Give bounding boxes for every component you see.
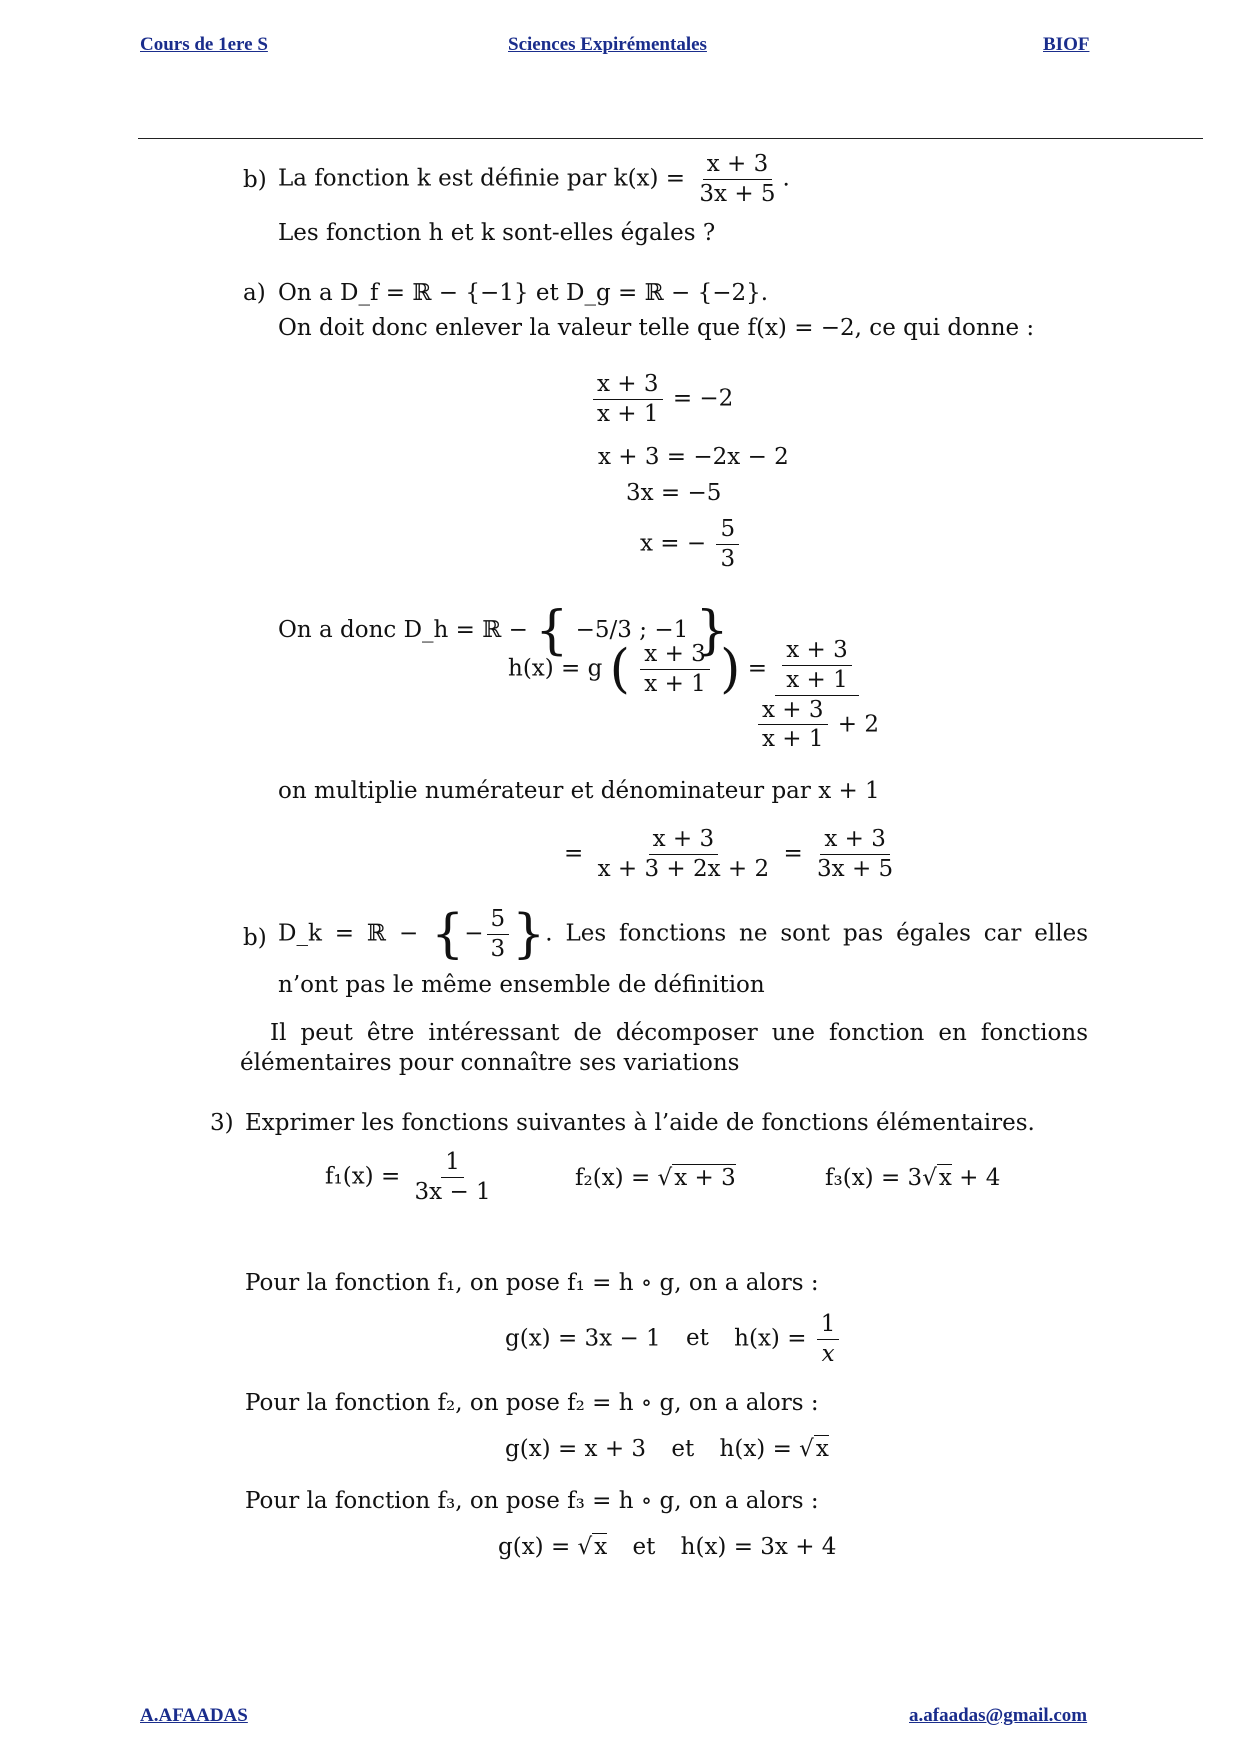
eq1-numerator: x + 3 [593, 370, 663, 400]
footer-email[interactable]: a.afaadas@gmail.com [909, 1705, 1088, 1726]
question-b-question: Les fonction h et k sont-elles égales ? [278, 220, 716, 246]
h-def-lhs: h(x) = g [508, 655, 603, 682]
f3-intro: Pour la fonction f₃, on pose f₃ = h ∘ g, on a alors : [245, 1488, 819, 1514]
f1-decomposition: g(x) = 3x − 1 et h(x) = $\frac{1}{x}$ [505, 1310, 842, 1369]
h-definition: h(x) = g ( $\frac{x + 3}{x + 1}$ ) = [508, 639, 767, 700]
answer-b-domain: D_k = ℝ − [278, 920, 419, 947]
answer-b-conclusion: . Les fonctions ne sont pas égales car elles n’ont pas le même ensemble de définition [278, 920, 1089, 998]
header-rule [138, 138, 1203, 139]
answer-a-line1: On a D_f = ℝ − {−1} et D_g = ℝ − {−2}. [278, 280, 769, 306]
f2-definition: f₂(x) = √x + 3 [575, 1165, 736, 1191]
final-den-2: 3x + 5 [817, 855, 894, 882]
header-course[interactable]: Cours de 1ere S [140, 34, 268, 55]
final-equation: = $\frac{x + 3}{x + 3 + 2x + 2}$ = $\frac{x + 3}{3x + 5}$ [564, 825, 900, 884]
header-biof[interactable]: BIOF [1043, 34, 1090, 55]
equation-3: 3x = −5 [626, 480, 722, 506]
f1-intro: Pour la fonction f₁, on pose f₁ = h ∘ g, on a alors : [245, 1270, 819, 1296]
question-3-text: Exprimer les fonctions suivantes à l’aide de fonctions élémentaires. [245, 1110, 1035, 1136]
equation-1 [590, 370, 733, 429]
answer-b-text: D_k = ℝ − {− $\frac{5}{3}$ }. Les fonctions ne sont pas égales car elles n’ont pas le même ensemble de définition [278, 904, 1089, 998]
eq1-denominator: x + 1 [597, 400, 659, 427]
domain-h-text: On a donc D_h = ℝ − [278, 617, 528, 643]
question-b-text: La fonction k est définie par k(x) = [278, 165, 686, 192]
header-subject[interactable]: Sciences Expirémentales [508, 34, 707, 55]
f2-intro: Pour la fonction f₂, on pose f₂ = h ∘ g, on a alors : [245, 1390, 819, 1416]
f3-definition: f₃(x) = 3√x + 4 [825, 1165, 1001, 1191]
question-3-label: 3) [210, 1110, 234, 1136]
f1-definition: f₁(x) = $\frac{1}{3x - 1}$ [325, 1148, 498, 1207]
domain-h: On a donc D_h = ℝ − { −5/3 ; −1 } [278, 601, 729, 661]
final-num-2: x + 3 [820, 825, 890, 855]
f3-decomposition: g(x) = √x et h(x) = 3x + 4 [498, 1534, 837, 1560]
f1-numerator: 1 [441, 1148, 464, 1178]
f3-radicand: x [938, 1165, 952, 1191]
h-compound-fraction: $\frac{x + 3}{x + 1}$ $\frac{x + 3}{x + 1}$ + 2 [748, 636, 886, 754]
eq4-lhs: x = − [640, 530, 707, 557]
question-b-statement: La fonction k est définie par k(x) = $\frac{x + 3}{3x + 5}$ . [278, 151, 790, 207]
f2-radicand: x + 3 [674, 1165, 736, 1191]
answer-a-label: a) [243, 280, 266, 306]
final-den-1: x + 3 + 2x + 2 [597, 855, 770, 882]
eq4-denominator: 3 [720, 545, 736, 572]
k-denominator: 3x + 5 [699, 180, 776, 207]
answer-a-line2: On doit donc enlever la valeur telle que f(x) = −2, ce qui donne : [278, 315, 1035, 341]
k-numerator: x + 3 [703, 150, 773, 180]
f1-denominator: 3x − 1 [414, 1178, 491, 1205]
equation-2: x + 3 = −2x − 2 [598, 444, 789, 470]
eq4-numerator: 5 [716, 515, 739, 545]
footer-author[interactable]: A.AFAADAS [140, 1705, 248, 1726]
f2-decomposition: g(x) = x + 3 et h(x) = √x [505, 1436, 829, 1462]
remark-paragraph: Il peut être intéressant de décomposer une fonction en fonctions élémentaires pour connaître ses variations [240, 1020, 1088, 1076]
question-b-label: b) [243, 167, 267, 193]
multiply-text: on multiplie numérateur et dénominateur par x + 1 [278, 778, 880, 804]
k-fraction [695, 150, 779, 209]
equation-4 [640, 515, 742, 574]
domain-h-set: −5/3 ; −1 [575, 617, 689, 643]
answer-b-label: b) [243, 925, 267, 951]
eq1-rhs: = −2 [672, 385, 734, 412]
final-num-1: x + 3 [649, 825, 719, 855]
